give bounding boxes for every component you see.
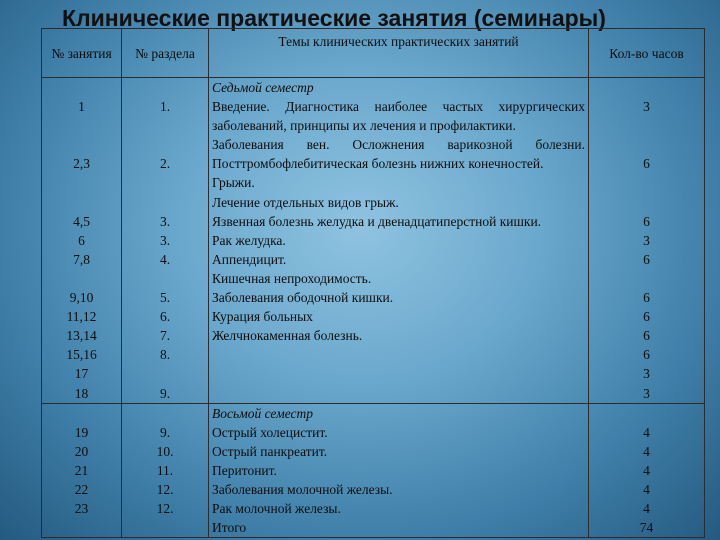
section-number: 8. bbox=[159, 347, 171, 363]
hours-value: 6 bbox=[643, 213, 650, 229]
section-number: 1. bbox=[159, 99, 171, 115]
hours-value: 4 bbox=[643, 424, 650, 440]
session-number: 17 bbox=[74, 366, 89, 382]
session-number: 11,12 bbox=[66, 309, 97, 325]
topic-text: Лечение отдельных видов грыж. bbox=[212, 194, 399, 210]
session-number: 9,10 bbox=[69, 290, 94, 306]
hours-value: 6 bbox=[643, 328, 650, 344]
session-number: 1 bbox=[78, 99, 85, 115]
topic-text: Грыжи. bbox=[212, 175, 255, 191]
semester8-block bbox=[42, 403, 705, 538]
topic-text: Заболевания вен. Осложнения варикозной болезни. Посттромбофлебитическая болезнь нижних конечностей. bbox=[212, 137, 585, 172]
session-number: 7,8 bbox=[73, 251, 90, 267]
hours-value: 4 bbox=[643, 501, 650, 517]
topic-text: Язвенная болезнь желудка и двенадцатиперстной кишки. bbox=[212, 213, 542, 229]
header-hours: Кол-во часов bbox=[589, 29, 705, 78]
session-number: 2,3 bbox=[73, 156, 90, 172]
topic-text: Кишечная непроходимость. bbox=[212, 270, 372, 286]
header-session-no: № занятия bbox=[42, 29, 122, 78]
section-number: 11. bbox=[156, 462, 174, 478]
topic-text: Курация больных bbox=[212, 309, 313, 325]
session-number: 19 bbox=[74, 424, 89, 440]
topic-text: Острый панкреатит. bbox=[212, 443, 328, 459]
header-section-no: № раздела bbox=[122, 29, 209, 78]
session-number: 15,16 bbox=[66, 347, 97, 363]
topic-text: Заболевания ободочной кишки. bbox=[212, 290, 394, 306]
topic-text: Аппендицит. bbox=[212, 251, 287, 267]
hours-value: 6 bbox=[643, 347, 650, 363]
hours-value: 6 bbox=[643, 309, 650, 325]
section-number bbox=[125, 364, 205, 383]
session-number: 6 bbox=[78, 232, 85, 248]
total-label: Итого bbox=[212, 520, 247, 536]
session-number: 20 bbox=[74, 443, 89, 459]
sections-cell bbox=[122, 78, 209, 404]
topic-text: Введение. Диагностика наиболее частых хирургических заболеваний, принципы их лечения и профилактики. bbox=[212, 99, 585, 134]
session-number: 21 bbox=[74, 462, 89, 478]
hours-value: 6 bbox=[643, 290, 650, 306]
hours-value: 4 bbox=[643, 443, 650, 459]
topic-text: Желчнокаменная болезнь. bbox=[212, 328, 363, 344]
topics-cell bbox=[209, 403, 589, 538]
topic-text: Перитонит. bbox=[212, 462, 277, 478]
session-number: 22 bbox=[74, 481, 89, 497]
hours-cell bbox=[589, 78, 705, 404]
hours-value: 4 bbox=[643, 462, 650, 478]
header-topics: Темы клинических практических занятий bbox=[209, 29, 589, 78]
topics-cell bbox=[209, 78, 589, 404]
table-header-row bbox=[42, 29, 705, 78]
section-number: 6. bbox=[159, 309, 171, 325]
section-number: 9. bbox=[159, 424, 171, 440]
hours-value: 3 bbox=[643, 385, 650, 401]
semester-label: Седьмой семестр bbox=[212, 80, 314, 95]
section-number: 7. bbox=[159, 328, 171, 344]
topic-text: Острый холецистит. bbox=[212, 424, 328, 440]
section-number: 2. bbox=[159, 156, 171, 172]
topic-text: Заболевания молочной железы. bbox=[212, 481, 393, 497]
section-number: 9. bbox=[159, 385, 171, 401]
hours-value: 6 bbox=[643, 251, 650, 267]
section-number: 12. bbox=[156, 481, 174, 497]
session-number: 4,5 bbox=[73, 213, 90, 229]
topic-text: Рак желудка. bbox=[212, 232, 286, 248]
topic-text: Рак молочной железы. bbox=[212, 501, 341, 517]
sections-cell bbox=[122, 403, 209, 538]
section-number: 5. bbox=[159, 290, 171, 306]
section-number: 12. bbox=[156, 501, 174, 517]
section-number: 3. bbox=[159, 232, 171, 248]
sessions-cell bbox=[42, 403, 122, 538]
hours-value: 3 bbox=[643, 366, 650, 382]
session-number: 18 bbox=[74, 385, 89, 401]
hours-value: 3 bbox=[643, 232, 650, 248]
seminars-table bbox=[41, 28, 705, 538]
section-number: 3. bbox=[159, 213, 171, 229]
semester-label: Восьмой семестр bbox=[212, 405, 314, 421]
hours-value: 6 bbox=[643, 156, 650, 172]
hours-value: 4 bbox=[643, 481, 650, 497]
sessions-cell bbox=[42, 78, 122, 404]
session-number: 23 bbox=[74, 501, 89, 517]
hours-cell bbox=[589, 403, 705, 538]
semester7-block bbox=[42, 78, 705, 404]
total-hours: 74 bbox=[639, 520, 654, 536]
slide-title: Клинические практические занятия (семинары) bbox=[62, 5, 606, 31]
session-number: 13,14 bbox=[66, 328, 97, 344]
hours-value: 3 bbox=[643, 99, 650, 115]
section-number: 4. bbox=[159, 251, 171, 267]
section-number: 10. bbox=[156, 443, 174, 459]
